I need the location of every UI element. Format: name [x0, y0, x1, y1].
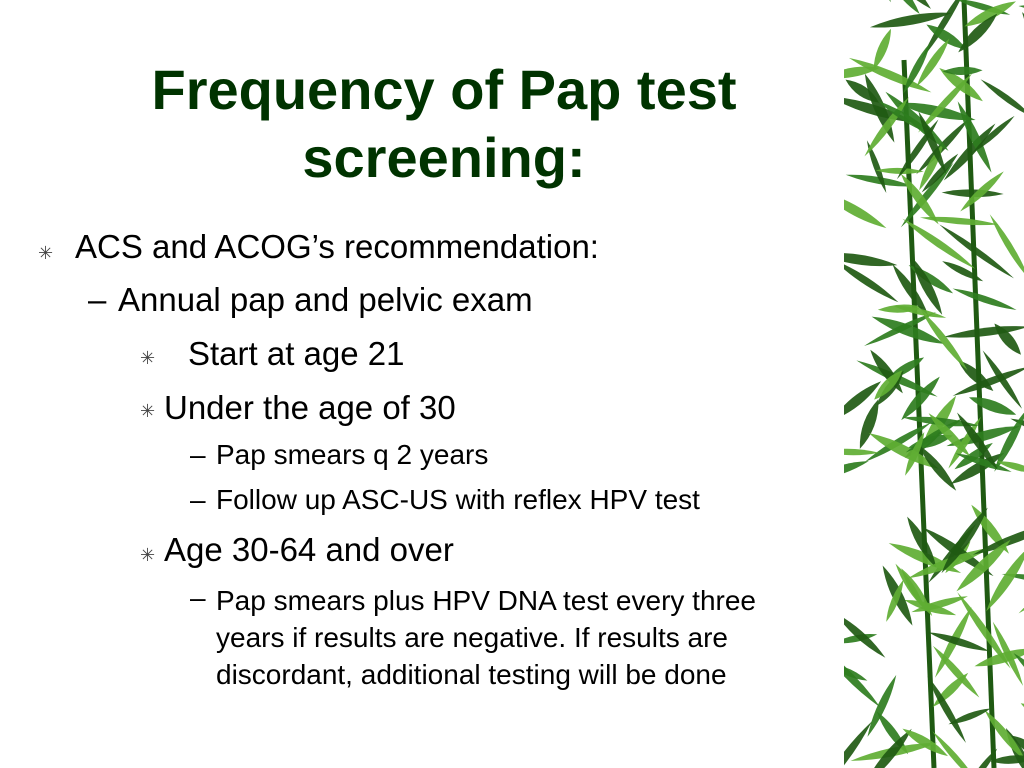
bullet-star-icon: ✳ [140, 348, 156, 368]
title-line-2: screening: [302, 126, 586, 189]
bullet-star-icon: ✳ [140, 401, 156, 421]
bullet-star-icon: ✳ [38, 243, 54, 263]
title-line-1: Frequency of Pap test [151, 58, 737, 121]
bamboo-decoration [844, 0, 1024, 768]
dash-icon: – [190, 439, 206, 470]
bullet-star-icon: ✳ [140, 545, 156, 565]
dash-icon: – [190, 484, 206, 515]
bullet-acs-acog: ACS and ACOG’s recommendation: [75, 228, 599, 265]
bullet-pap-q2-years: Pap smears q 2 years [216, 439, 489, 470]
bullet-under-30: Under the age of 30 [164, 389, 456, 426]
dash-icon: – [190, 582, 206, 613]
bullet-age-30-64: Age 30-64 and over [164, 531, 454, 568]
bullet-annual-exam: Annual pap and pelvic exam [118, 281, 533, 318]
bullet-follow-up-ascus: Follow up ASC-US with reflex HPV test [216, 484, 700, 515]
dash-icon: – [88, 281, 107, 318]
bullet-start-age-21: Start at age 21 [188, 335, 405, 372]
bullet-hpv-dna-test: Pap smears plus HPV DNA test every three years if results are negative. If results are discordant, additional testing will be done [216, 585, 756, 690]
slide-title [40, 56, 848, 192]
